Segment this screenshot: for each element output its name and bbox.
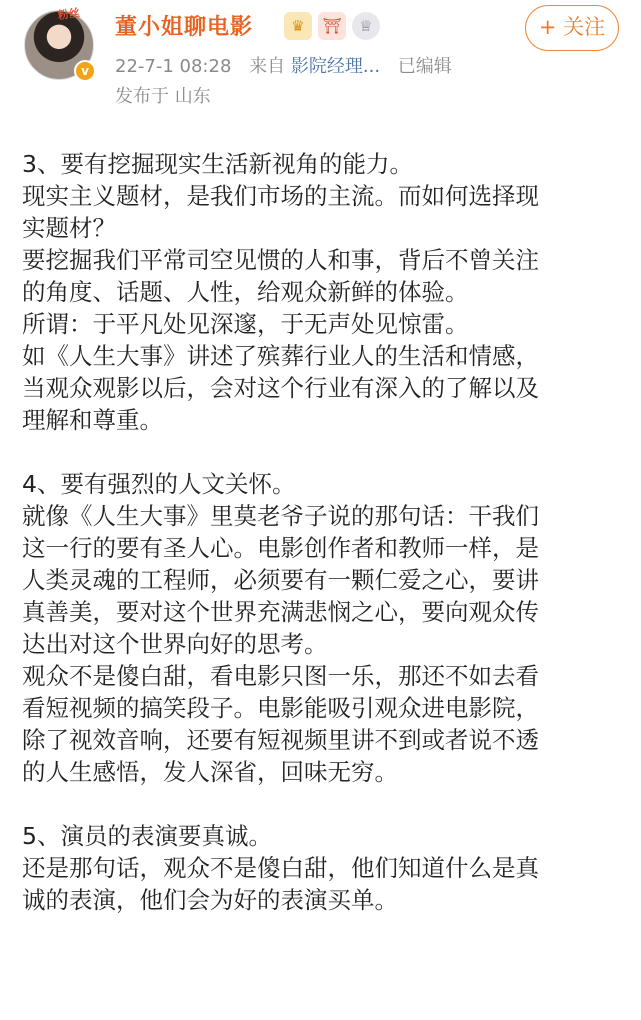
text-line: 如《人生大事》讲述了殡葬行业人的生活和情感，: [22, 342, 539, 370]
text-line: 现实主义题材，是我们市场的主流。而如何选择现: [22, 182, 539, 210]
source-prefix: 来自: [249, 56, 286, 77]
text-line: 3、要有挖掘现实生活新视角的能力。: [22, 150, 413, 178]
text-line: 就像《人生大事》里莫老爷子说的那句话：干我们: [22, 502, 539, 530]
text-line: 实题材？: [22, 214, 116, 242]
post-meta: [115, 52, 452, 78]
text-line: 还是那句话，观众不是傻白甜，他们知道什么是真: [22, 854, 539, 882]
text-line: 的角度、话题、人性，给观众新鲜的体验。: [22, 278, 469, 306]
text-line: 5、演员的表演要真诚。: [22, 822, 272, 850]
paragraph-5: [22, 820, 622, 916]
post-body: [22, 148, 622, 948]
avatar-container[interactable]: [24, 6, 94, 80]
text-line: 理解和尊重。: [22, 406, 163, 434]
user-badges: [284, 12, 380, 40]
post-header: [0, 0, 641, 130]
text-line: 所谓：于平凡处见深邃，于无声处见惊雷。: [22, 310, 469, 338]
post-timestamp: 22-7-1 08:28: [115, 56, 232, 77]
text-line: 这一行的要有圣人心。电影创作者和教师一样，是: [22, 534, 539, 562]
text-line: 人类灵魂的工程师，必须要有一颗仁爱之心，要讲: [22, 566, 539, 594]
crown-badge-icon[interactable]: ♛: [284, 12, 312, 40]
post-location: 发布于 山东: [115, 86, 211, 107]
edited-label[interactable]: 已编辑: [397, 56, 452, 77]
username[interactable]: 董小姐聊电影: [115, 15, 254, 40]
text-line: 真善美，要对这个世界充满悲悯之心，要向观众传: [22, 598, 539, 626]
text-line: 当观众观影以后，会对这个行业有深入的了解以及: [22, 374, 539, 402]
follow-button[interactable]: + 关注: [525, 5, 619, 51]
text-line: 4、要有强烈的人文关怀。: [22, 470, 296, 498]
text-line: 的人生感悟，发人深省，回味无穷。: [22, 758, 398, 786]
avatar-decoration: 粉丝: [57, 6, 81, 23]
text-line: 观众不是傻白甜，看电影只图一乐，那还不如去看: [22, 662, 539, 690]
text-line: 诚的表演，他们会为好的表演买单。: [22, 886, 398, 914]
text-line: 达出对这个世界向好的思考。: [22, 630, 328, 658]
paragraph-3: [22, 148, 622, 436]
verified-badge-icon: v: [74, 60, 96, 82]
text-line: 看短视频的搞笑段子。电影能吸引观众进电影院，: [22, 694, 539, 722]
paragraph-4: [22, 468, 622, 788]
medal-badge-icon[interactable]: ♕: [352, 12, 380, 40]
source-link[interactable]: 影院经理...: [290, 56, 381, 77]
text-line: 要挖掘我们平常司空见惯的人和事，背后不曾关注: [22, 246, 539, 274]
text-line: 除了视效音响，还要有短视频里讲不到或者说不透: [22, 726, 539, 754]
torii-badge-icon[interactable]: ⛩: [318, 12, 346, 40]
